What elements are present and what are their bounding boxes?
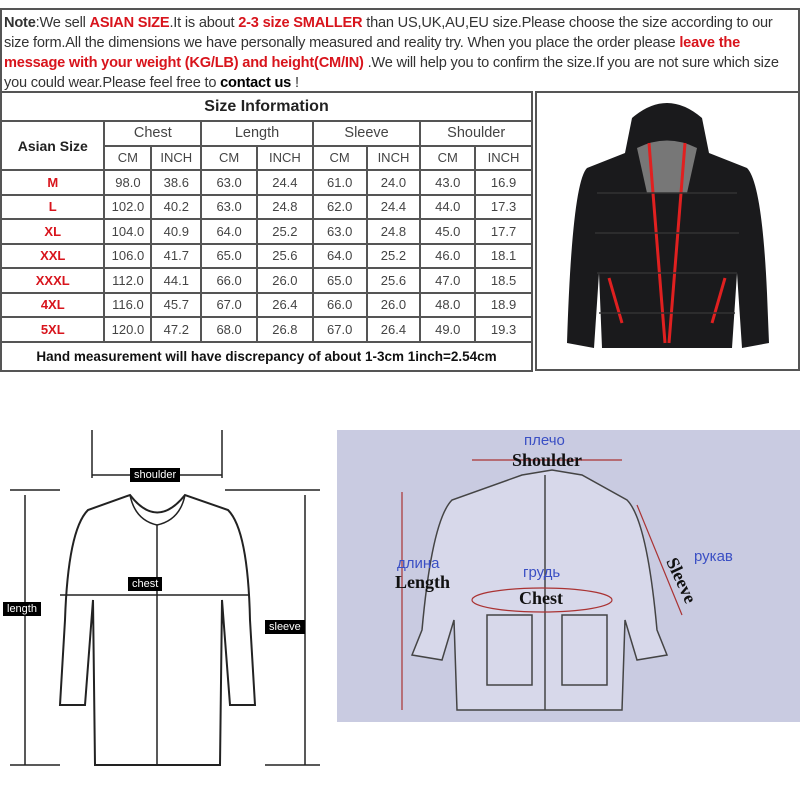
measurement-cell: 66.0 [201, 268, 257, 293]
measurement-cell: 116.0 [104, 293, 151, 318]
chest-header: Chest [104, 121, 201, 146]
measurement-cell: 62.0 [313, 195, 367, 220]
sleeve-header: Sleeve [313, 121, 421, 146]
unit-header: CM [420, 146, 475, 171]
contact-us: contact us [220, 75, 292, 91]
shoulder-label: Shoulder [512, 450, 583, 470]
table-row [1, 268, 532, 293]
asian-size-header: Asian Size [1, 121, 104, 170]
table-title: Size Information [1, 92, 532, 121]
measurement-cell: 48.0 [420, 293, 475, 318]
measurement-cell: 43.0 [420, 170, 475, 195]
measurement-cell: 68.0 [201, 317, 257, 342]
measurement-cell: 65.0 [313, 268, 367, 293]
chest-label: Chest [519, 588, 563, 608]
measurement-cell: 24.4 [257, 170, 313, 195]
measurement-cell: 18.1 [475, 244, 532, 269]
note-text: .We will help you to confirm the size.If you are not sure which size you could wear.Please feel free to [4, 55, 779, 91]
measurement-cell: 46.0 [420, 244, 475, 269]
unit-header: CM [201, 146, 257, 171]
measurement-cell: 24.4 [367, 195, 421, 220]
measurement-cell: 120.0 [104, 317, 151, 342]
measurement-cell: 18.9 [475, 293, 532, 318]
smaller-highlight: 2-3 size SMALLER [238, 15, 363, 31]
measurement-cell: 40.9 [151, 219, 201, 244]
length-label: Length [395, 572, 451, 592]
length-header: Length [201, 121, 313, 146]
measurement-cell: 19.3 [475, 317, 532, 342]
measurement-cell: 25.6 [257, 244, 313, 269]
size-cell: 5XL [1, 317, 104, 342]
size-cell: 4XL [1, 293, 104, 318]
note-text: than US,UK,AU,EU size.Please choose the size according to our size form.All the dimensions we have personally measured and reality try. When you place the order please [4, 15, 773, 51]
measurement-cell: 38.6 [151, 170, 201, 195]
unit-header: INCH [367, 146, 421, 171]
measurement-cell: 25.6 [367, 268, 421, 293]
size-cell: M [1, 170, 104, 195]
unit-header: INCH [475, 146, 532, 171]
measurement-cell: 44.1 [151, 268, 201, 293]
measurement-cell: 98.0 [104, 170, 151, 195]
jacket-measurement-diagram [337, 430, 800, 722]
sleeve-label: sleeve [265, 620, 305, 634]
measurement-cell: 45.0 [420, 219, 475, 244]
table-row [1, 244, 532, 269]
measurement-cell: 24.8 [257, 195, 313, 220]
measurement-cell: 17.7 [475, 219, 532, 244]
note-text: :We sell [35, 15, 90, 31]
unit-header: CM [313, 146, 367, 171]
unit-header: CM [104, 146, 151, 171]
table-row [1, 195, 532, 220]
measurement-cell: 49.0 [420, 317, 475, 342]
sleeve-label: Sleeve [662, 554, 701, 607]
measurement-cell: 106.0 [104, 244, 151, 269]
measurement-cell: 104.0 [104, 219, 151, 244]
measurement-cell: 63.0 [313, 219, 367, 244]
size-cell: XXL [1, 244, 104, 269]
measurement-cell: 45.7 [151, 293, 201, 318]
asian-size-highlight: ASIAN SIZE [89, 15, 170, 31]
measurement-cell: 17.3 [475, 195, 532, 220]
measurement-cell: 26.0 [367, 293, 421, 318]
measurement-cell: 67.0 [201, 293, 257, 318]
size-note [0, 8, 800, 92]
measurement-cell: 63.0 [201, 195, 257, 220]
measurement-cell: 25.2 [367, 244, 421, 269]
size-cell: XL [1, 219, 104, 244]
note-text: ! [291, 75, 299, 91]
length-ru-label: длина [397, 555, 440, 572]
sleeve-ru-label: рукав [694, 548, 733, 565]
size-table [0, 91, 533, 372]
shoulder-header: Shoulder [420, 121, 532, 146]
shoulder-label: shoulder [130, 468, 180, 482]
table-row [1, 219, 532, 244]
measurement-cell: 44.0 [420, 195, 475, 220]
unit-header: INCH [257, 146, 313, 171]
measurement-cell: 26.0 [257, 268, 313, 293]
unit-header: INCH [151, 146, 201, 171]
measurement-cell: 47.0 [420, 268, 475, 293]
table-row [1, 293, 532, 318]
shoulder-ru-label: плечо [524, 432, 565, 449]
note-text: .It is about [169, 15, 239, 31]
length-label: length [3, 602, 41, 616]
table-footer: Hand measurement will have discrepancy of about 1-3cm 1inch=2.54cm [1, 342, 532, 371]
measurement-cell: 112.0 [104, 268, 151, 293]
table-row [1, 317, 532, 342]
size-cell: XXXL [1, 268, 104, 293]
measurement-cell: 47.2 [151, 317, 201, 342]
measurement-cell: 65.0 [201, 244, 257, 269]
measurement-cell: 26.4 [367, 317, 421, 342]
leave-message-highlight: leave the message with your weight (KG/LB) and height(CM/IN) [4, 35, 740, 71]
measurement-cell: 18.5 [475, 268, 532, 293]
measurement-cell: 66.0 [313, 293, 367, 318]
measurement-cell: 25.2 [257, 219, 313, 244]
chest-label: chest [128, 577, 162, 591]
note-label: Note [4, 15, 36, 31]
measurement-cell: 26.8 [257, 317, 313, 342]
measurement-cell: 16.9 [475, 170, 532, 195]
measurement-cell: 64.0 [201, 219, 257, 244]
size-cell: L [1, 195, 104, 220]
table-row [1, 170, 532, 195]
jacket-photo [535, 91, 800, 371]
measurement-cell: 41.7 [151, 244, 201, 269]
chest-ru-label: грудь [523, 564, 561, 581]
measurement-cell: 61.0 [313, 170, 367, 195]
measurement-cell: 26.4 [257, 293, 313, 318]
measurement-cell: 67.0 [313, 317, 367, 342]
measurement-cell: 24.0 [367, 170, 421, 195]
measurement-cell: 64.0 [313, 244, 367, 269]
measurement-cell: 24.8 [367, 219, 421, 244]
shirt-measurement-diagram [0, 420, 330, 780]
measurement-cell: 102.0 [104, 195, 151, 220]
measurement-cell: 40.2 [151, 195, 201, 220]
measurement-cell: 63.0 [201, 170, 257, 195]
